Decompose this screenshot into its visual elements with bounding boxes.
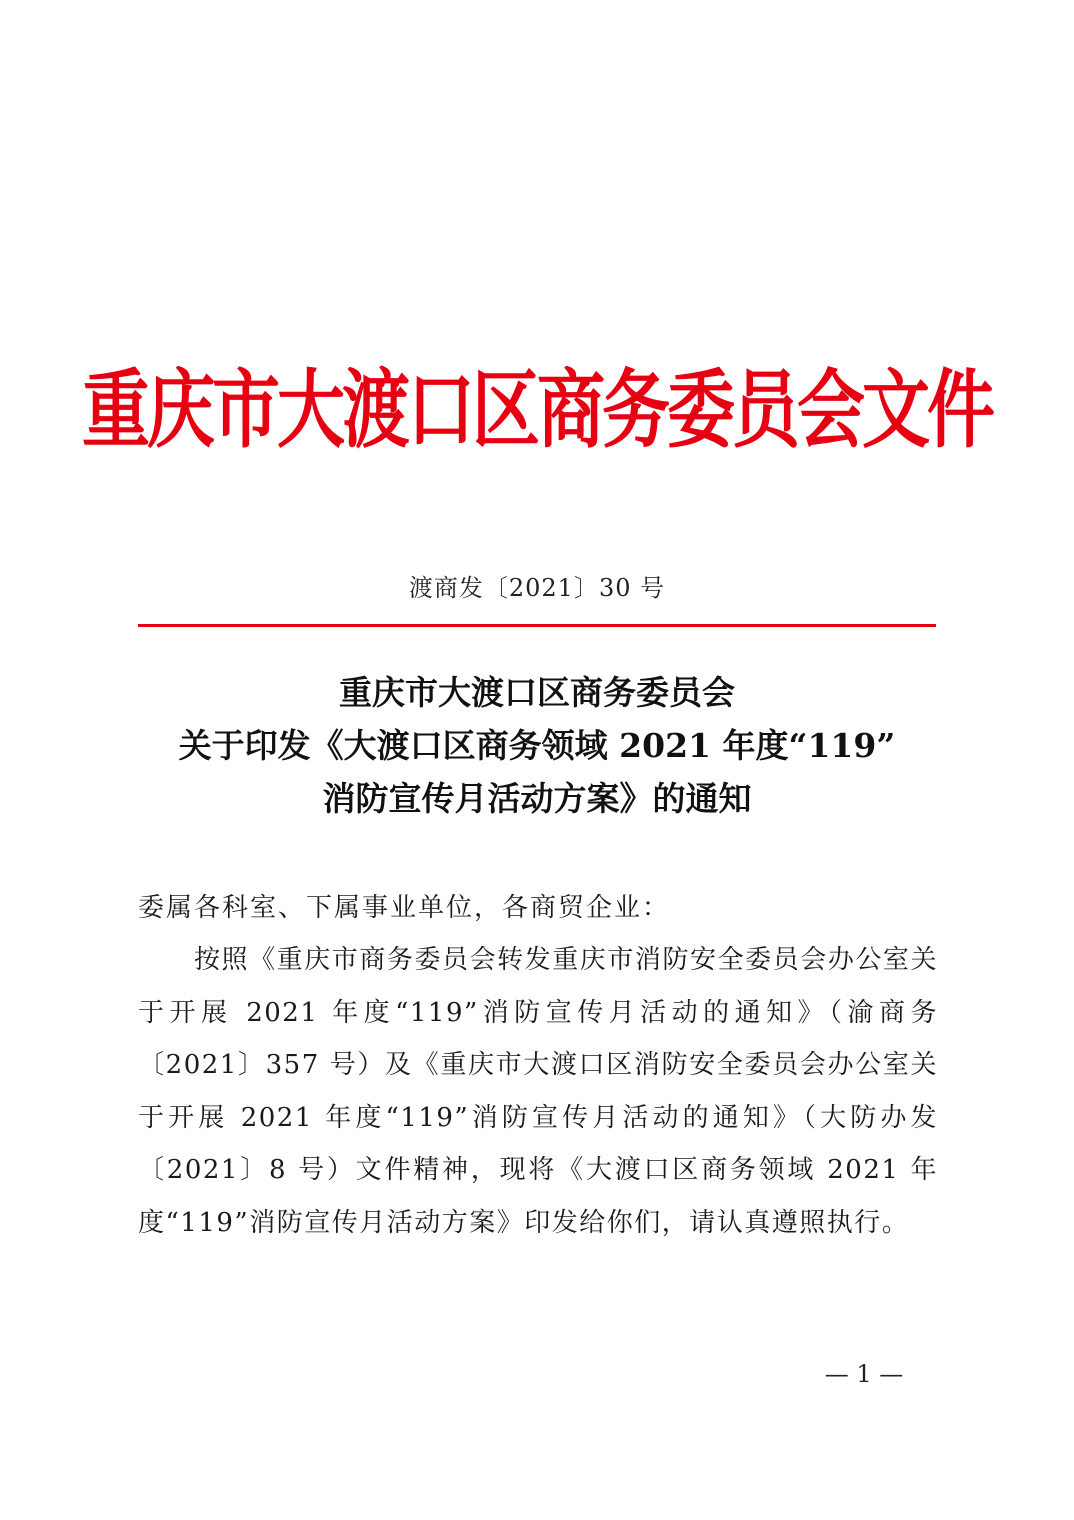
page-number: — 1 —	[824, 1360, 904, 1388]
document-title	[0, 666, 1074, 825]
document-number: 渡商发〔2021〕30 号	[408, 574, 666, 602]
title-line-3: 消防宣传月活动方案》的通知	[322, 779, 752, 818]
title-line-1: 重庆市大渡口区商务委员会	[339, 673, 735, 712]
body-paragraph: 按照《重庆市商务委员会转发重庆市消防安全委员会办公室关于开展 2021 年度“119”消防宣传月活动的通知》（渝商务〔2021〕357 号）及《重庆市大渡口区消防安全委员会办公室关于开展 2021 年度“119”消防宣传月活动的通知》（大防办发〔2021〕8 号）文件精神，现将《大渡口区商务领域 2021 年度“119”消防宣传月活动方案》印发给你们，请认真遵照执行。	[138, 945, 938, 1238]
title-line-2: 关于印发《大渡口区商务领域 2021 年度“119”	[178, 726, 896, 765]
document-masthead: 重庆市大渡口区商务委员会文件	[81, 362, 992, 461]
salutation: 委属各科室、下属事业单位，各商贸企业：	[138, 893, 671, 923]
red-divider-line	[138, 624, 936, 627]
